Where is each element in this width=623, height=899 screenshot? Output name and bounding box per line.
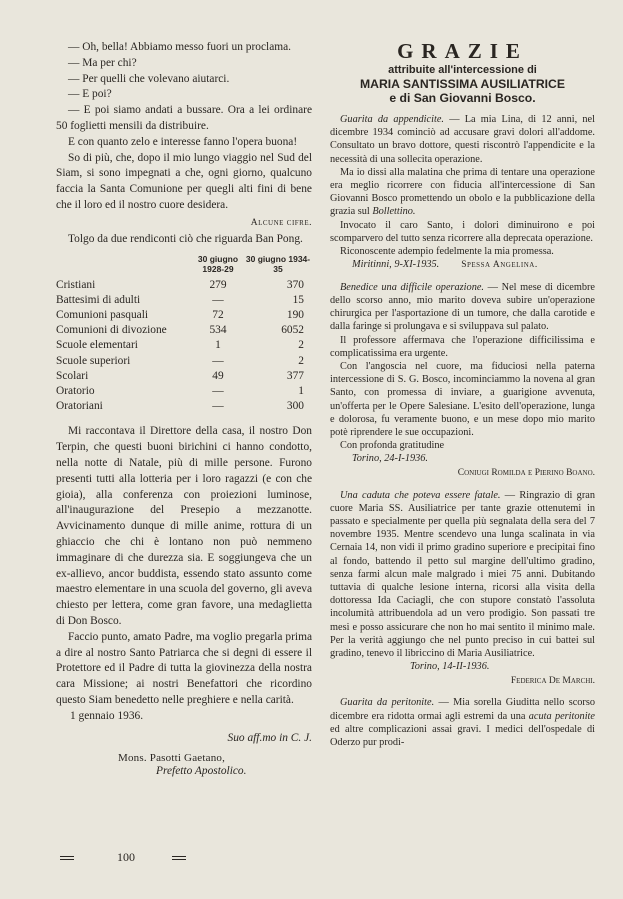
value-1934-35: 15 [292, 293, 304, 306]
value-1928-29: 279 [209, 278, 227, 291]
paragraph: Faccio punto, amato Padre, ma voglio pregarla prima a dire al nostro Santo Patriarca che si degni di essere il Protettore ed il Padre di tutta la giovinezza della nostra cara Missione; ai nostri Benefattori che ricordino questo Siam benedetto nelle preghiere e nella carità. [56, 630, 312, 706]
row-label: Scuole superiori [56, 354, 131, 367]
row-label: Scolari [56, 369, 89, 382]
value-1928-29: — [212, 384, 224, 397]
value-1928-29: 534 [209, 324, 227, 337]
footer-ornament [172, 856, 186, 860]
grace-paragraph: Riconoscente adempio fedelmente la mia promessa. [340, 246, 554, 258]
table-row [56, 293, 312, 308]
row-label: Oratoriani [56, 400, 103, 413]
table-row [56, 323, 312, 338]
section-title: Alcune cifre. [250, 217, 312, 228]
table-row [56, 338, 312, 353]
grace-signature: Torino, 24-I-1936. [352, 453, 428, 465]
signature-title: Prefetto Apostolico. [156, 765, 247, 778]
paragraph: So di più, che, dopo il mio lungo viaggio nel Sud del Siam, si sono impegnati a che, ogni giorno, qualcuno faccia la Santa Comunione per quegli alti fini di bene che il loro ed il nostro cuore desidera. [56, 151, 312, 211]
row-label: Comunioni di divozione [56, 324, 167, 337]
section-subheading: attribuite all'intercessione di [388, 64, 537, 76]
row-label: Scuole elementari [56, 339, 138, 352]
table-row [56, 369, 312, 384]
row-label: Oratorio [56, 384, 95, 397]
statistics-table [56, 252, 312, 415]
page-footer [60, 850, 186, 865]
table-header: 30 giugno 1928-29 [197, 253, 239, 274]
grace-paragraph: Con l'angoscia nel cuore, ma fiduciosi nella paterna intercessione di S. G. Bosco, incominciammo la novena al gran Santo, con promessa di inviare, a guarigione avvenuta, un'offerta per le Opere Salesiane. L'esito dell'operazione, lunga e dolorosa, fu veramente buono, e un mese dopo mio marito potè riprendere le sue occupazioni. [330, 361, 595, 439]
grace-paragraph: Guarita da peritonite. — Mia sorella Giuditta nello scorso dicembre era ridotta ormai agli estremi da una acuta peritonite ed altre complicazioni assai gravi. I medici dell'ospedale di Oderzo pur prodi- [330, 697, 596, 749]
table-row [56, 399, 312, 414]
right-column [330, 40, 595, 749]
section-heading-line: e di San Giovanni Bosco. [389, 91, 536, 105]
value-1928-29: 1 [215, 339, 221, 352]
grace-paragraph: Guarita da appendicite. — La mia Lina, di 12 anni, nel dicembre 1934 cominciò ad accusare gravi dolori all'addome. Consultato un bravo dottore, questi riscontrò l'appendicite e la necessità di una sollecita operazione. [330, 114, 595, 165]
table-row [56, 354, 312, 369]
value-1934-35: 1 [298, 384, 304, 397]
signature-name: Mons. Pasotti Gaetano, [118, 752, 226, 765]
footer-ornament [60, 856, 74, 860]
paragraph: Mi raccontava il Direttore della casa, il nostro Don Terpin, che questi buoni birichini ci hanno condotto, nella notte di Natale, più di mille persone. Furono presenti tutti alla lotteria per i loro ragazzi (e con che gioia), alla conferenza con proiezioni luminose, all'inaugurazione del Presepio a mezzanotte. Avvicinamento dunque di mille anime, rottura di un ghiaccio che chi è lontano non può nemmeno immaginare di che durezza sia. E soggiungeva che un ex-allievo, ancor buddista, essendo stato assunto come maestro elementare in una scuola del governo, gli aveva chiesto per lettera, come gran favore, una medaglietta di Don Bosco. [56, 425, 312, 627]
section-heading-line: MARIA SANTISSIMA AUSILIATRICE [360, 77, 565, 91]
letter-date: 1 gennaio 1936. [70, 709, 144, 722]
value-1934-35: 190 [286, 308, 304, 321]
row-label: Cristiani [56, 278, 96, 291]
grace-paragraph: Una caduta che poteva essere fatale. — Ringrazio di gran cuore Maria SS. Ausiliatrice per tante grazie ottenutemi in passato e specialmente per quella più segnalata della sera del 7 novembre 1935. Mentre scendevo una lunga scalinata in via Cernaia 14, non vidi il primo gradino superiore e precipitai fino al fondo, battendo il petto sul margine dell'ultimo gradino, senza farmi alcun male malgrado i miei 75 anni. Dubitando tuttavia di qualche lesione interna, ricorsi alla visita della dottoressa Ida Caciagli, che con stupore constatò l'assoluta incolumità attribuendola ad un vero prodigio. Son passati tre mesi e posso assicurare che non ho mai sentito il minimo male. Per la verità aggiungo che nel punto preciso in cui battei sul gradino, tenevo il libriccino di Maria Ausiliatrice. [330, 489, 595, 660]
value-1934-35: 370 [286, 278, 304, 291]
grace-signature: Miritinni, 9-XI-1935. Spessa Angelina. [352, 259, 538, 271]
dialogue-line: — Oh, bella! Abbiamo messo fuori un proclama. [68, 41, 292, 53]
value-1928-29: 72 [212, 308, 224, 321]
dialogue-line: — Per quelli che volevano aiutarci. [68, 72, 230, 85]
value-1928-29: — [212, 400, 224, 413]
section-heading: GRAZIE [397, 39, 528, 63]
value-1934-35: 6052 [281, 324, 304, 337]
value-1928-29: 49 [212, 369, 224, 382]
table-row [56, 384, 312, 399]
paragraph: Tolgo da due rendiconti ciò che riguarda Ban Pong. [68, 232, 303, 245]
signature-closing: Suo aff.mo in C. J. [227, 731, 312, 744]
grace-paragraph: Ma io dissi alla malatina che prima di tentare una operazione era meglio ricorrere con fiducia all'intercessione di San Giovanni Bosco promettendo un obolo e la pubblicazione della grazia sul Bollettino. [330, 166, 595, 218]
value-1928-29: — [212, 354, 224, 367]
grace-signature-name: Federica De Marchi. [510, 675, 595, 686]
table-row [56, 308, 312, 323]
value-1934-35: 2 [298, 354, 304, 367]
value-1928-29: — [212, 293, 224, 306]
grace-paragraph: Benedice una difficile operazione. — Nel mese di dicembre dello scorso anno, mio marito doveva subire un'operazione chirurgica per l'asportazione di un tumore, che dalla carotide e dalla faringe si prolungava e si sviluppava sul palato. [330, 281, 595, 333]
dialogue-line: — E poi? [68, 88, 112, 101]
grace-signature: Torino, 14-II-1936. [410, 661, 490, 673]
left-column [56, 40, 312, 780]
grace-signature-name: Coniugi Romilda e Pierino Boano. [457, 468, 595, 479]
paragraph: E con quanto zelo e interesse fanno l'opera buona! [68, 135, 298, 148]
grace-paragraph: Con profonda gratitudine [340, 440, 445, 452]
row-label: Comunioni pasquali [56, 308, 149, 321]
grace-paragraph: Il professore affermava che l'operazione difficilissima e complicatissima era urgente. [330, 334, 595, 359]
page-number: 100 [117, 850, 135, 864]
dialogue-line: — E poi siamo andati a bussare. Ora a lei ordinare 50 foglietti mensili da distribuire. [56, 104, 312, 132]
value-1934-35: 300 [286, 400, 304, 413]
value-1934-35: 2 [298, 339, 304, 352]
table-header: 30 giugno 1934-35 [245, 253, 311, 274]
dialogue-line: — Ma per chi? [68, 56, 137, 69]
row-label: Battesimi di adulti [56, 293, 141, 306]
value-1934-35: 377 [286, 369, 304, 382]
grace-paragraph: Invocato il caro Santo, i dolori diminuirono e poi scomparvero del tutto senza ricorrere alla deprecata operazione. [330, 219, 595, 244]
table-row [56, 278, 312, 293]
